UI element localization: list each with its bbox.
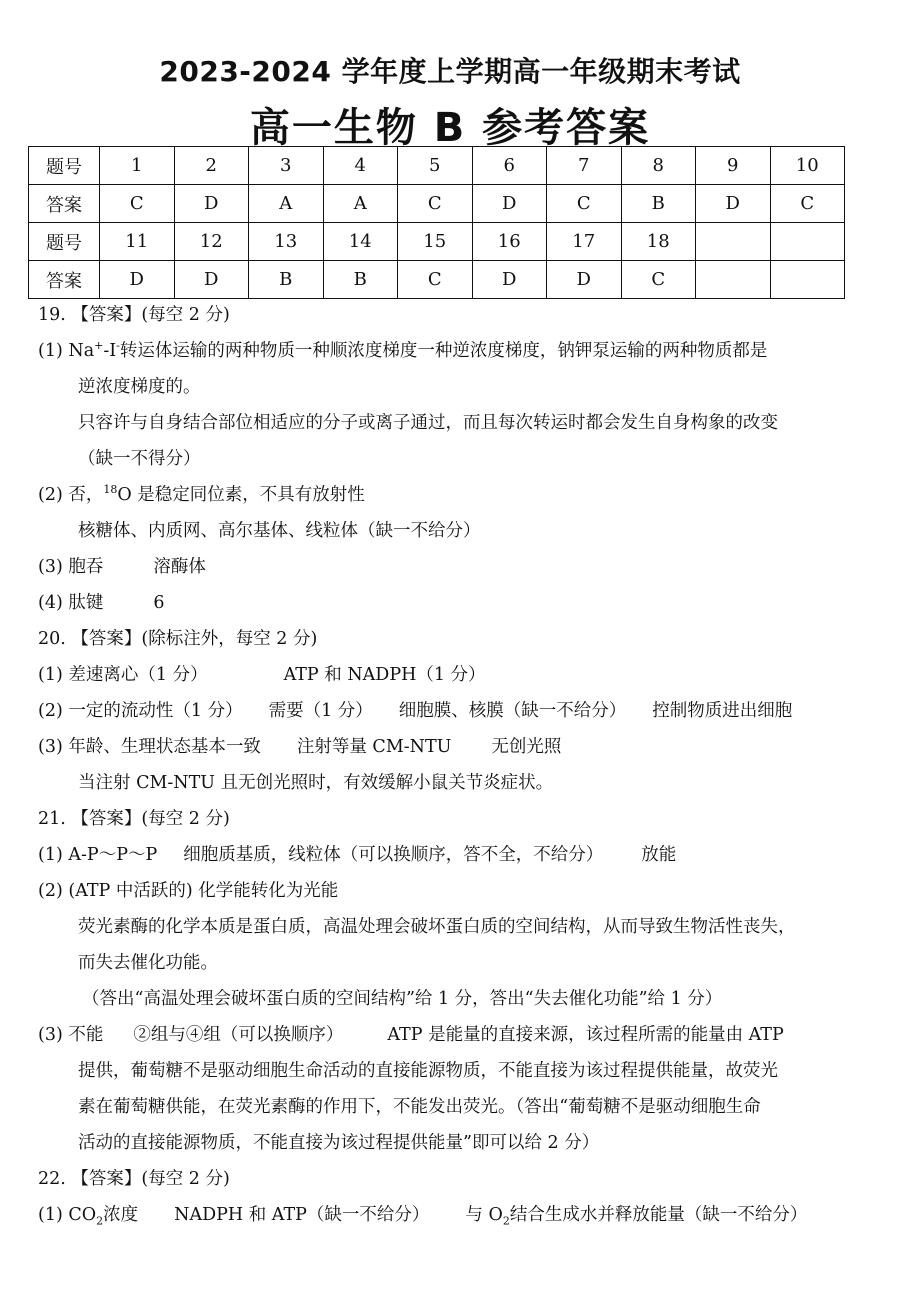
answer-key-title: 高一生物 B 参考答案	[249, 105, 651, 151]
table-cell: C	[100, 185, 175, 223]
q22-heading: 22. 【答案】(每空 2 分)	[38, 1169, 230, 1189]
table-cell: A	[323, 185, 398, 223]
q21-part3-line1	[38, 1017, 878, 1053]
answer-text: ②组与④组（可以换顺序）	[133, 1025, 344, 1045]
row-header-cell: 题号	[29, 223, 100, 261]
answer-text: 否，$^{18}$O 是稳定同位素，不具有放射性	[68, 483, 365, 505]
answer-text: ATP 和 NADPH（1 分）	[283, 665, 486, 685]
q21-part1	[38, 837, 878, 873]
q20-part3-line1	[38, 729, 878, 765]
table-cell: 7	[547, 147, 622, 185]
table-cell	[696, 261, 771, 299]
table-cell: 5	[398, 147, 473, 185]
answer-text: 需要（1 分）	[268, 701, 373, 721]
table-cell: 13	[249, 223, 324, 261]
q21-part3-line3: 素在葡萄糖供能，在荧光素酶的作用下，不能发出荧光。（答出“葡萄糖不是驱动细胞生命	[78, 1097, 761, 1117]
row-header-cell: 题号	[29, 147, 100, 185]
answer-text: 细胞膜、核膜（缺一不给分）	[398, 701, 627, 721]
q21-heading: 21. 【答案】(每空 2 分)	[38, 809, 230, 829]
part-number: (1)	[38, 1205, 63, 1225]
answer-text: 一定的流动性（1 分）	[68, 701, 243, 721]
answer-text: ATP 是能量的直接来源，该过程所需的能量由 ATP	[387, 1025, 784, 1045]
answer-text: 细胞质基质，线粒体（可以换顺序，答不全，不给分）	[183, 845, 604, 865]
exam-title: 2023-2024 学年度上学期高一年级期末考试	[159, 55, 741, 88]
table-cell: D	[100, 261, 175, 299]
answer-text: 胞吞	[68, 557, 104, 577]
answer-text: A-P～P～P	[68, 845, 158, 865]
table-cell: B	[621, 185, 696, 223]
table-cell: 15	[398, 223, 473, 261]
answer-text: 控制物质进出细胞	[652, 701, 793, 721]
answer-text: 放能	[641, 845, 677, 865]
table-cell: 17	[547, 223, 622, 261]
part-number: (2)	[38, 701, 63, 721]
q20-part2	[38, 693, 878, 729]
table-cell: D	[174, 261, 249, 299]
table-cell: 4	[323, 147, 398, 185]
q20-heading: 20. 【答案】(除标注外，每空 2 分)	[38, 629, 318, 649]
part-number: (3)	[38, 737, 63, 757]
table-cell: C	[621, 261, 696, 299]
q19-part2-line1	[38, 477, 878, 513]
q19-part1-line2: 逆浓度梯度的。	[78, 377, 201, 397]
answer-text: Na+-I-转运体运输的两种物质一种顺浓度梯度一种逆浓度梯度，钠钾泵运输的两种物质都是	[68, 339, 768, 361]
part-number: (1)	[38, 341, 63, 361]
table-cell: 8	[621, 147, 696, 185]
table-cell: 16	[472, 223, 547, 261]
answer-table	[28, 146, 845, 299]
answer-text: 无创光照	[491, 737, 562, 757]
table-cell: C	[547, 185, 622, 223]
q19-part1-note: （缺一不得分）	[78, 449, 201, 469]
row-header-cell: 答案	[29, 261, 100, 299]
q22-part1	[38, 1197, 878, 1233]
answer-text: 6	[153, 593, 165, 613]
q19-part3	[38, 549, 878, 585]
answer-text: $CO_2$浓度	[68, 1205, 139, 1228]
table-cell: 10	[770, 147, 845, 185]
table-cell: A	[249, 185, 324, 223]
q21-part2-note: （答出“高温处理会破坏蛋白质的空间结构”给 1 分，答出“失去催化功能”给 1 分）	[82, 989, 723, 1009]
table-cell: C	[398, 185, 473, 223]
q21-part3-line2: 提供，葡萄糖不是驱动细胞生命活动的直接能源物质，不能直接为该过程提供能量，故荧光	[78, 1061, 778, 1081]
q19-part1-line3: 只容许与自身结合部位相适应的分子或离子通过，而且每次转运时都会发生自身构象的改变	[78, 413, 778, 433]
table-cell: 18	[621, 223, 696, 261]
q20-part1	[38, 657, 878, 693]
answer-text: (ATP 中活跃的) 化学能转化为光能	[68, 881, 339, 901]
table-cell: 3	[249, 147, 324, 185]
table-cell: 9	[696, 147, 771, 185]
table-cell: 11	[100, 223, 175, 261]
table-cell	[770, 223, 845, 261]
row-header-cell: 答案	[29, 185, 100, 223]
table-cell	[770, 261, 845, 299]
table-cell: D	[547, 261, 622, 299]
part-number: (2)	[38, 881, 63, 901]
answer-text: 肽键	[68, 593, 104, 613]
part-number: (2)	[38, 485, 63, 505]
table-cell: 14	[323, 223, 398, 261]
table-row	[29, 223, 845, 261]
q19-part2-line2: 核糖体、内质网、高尔基体、线粒体（缺一不给分）	[78, 521, 481, 541]
table-cell: B	[323, 261, 398, 299]
answers-body	[38, 297, 878, 1233]
table-row	[29, 185, 845, 223]
table-cell: D	[174, 185, 249, 223]
answer-text: 不能	[68, 1025, 104, 1045]
q21-part3-line4: 活动的直接能源物质，不能直接为该过程提供能量”即可以给 2 分）	[78, 1133, 600, 1153]
answer-text: 与 $O_2$结合生成水并释放能量（缺一不给分）	[465, 1205, 808, 1228]
table-cell: D	[696, 185, 771, 223]
table-cell: 2	[174, 147, 249, 185]
table-cell: B	[249, 261, 324, 299]
answer-text: 注射等量 CM-NTU	[296, 737, 452, 757]
part-number: (3)	[38, 1025, 63, 1045]
q21-part2-line3: 而失去催化功能。	[78, 953, 218, 973]
q20-part3-line2: 当注射 CM-NTU 且无创光照时，有效缓解小鼠关节炎症状。	[78, 773, 554, 793]
table-cell: 6	[472, 147, 547, 185]
table-cell: D	[472, 185, 547, 223]
q21-part2-line1	[38, 873, 878, 909]
answer-text: 溶酶体	[153, 557, 206, 577]
table-cell: 12	[174, 223, 249, 261]
part-number: (4)	[38, 593, 63, 613]
table-cell	[696, 223, 771, 261]
part-number: (1)	[38, 845, 63, 865]
answer-text: 差速离心（1 分）	[68, 665, 208, 685]
q19-part1-line1	[38, 333, 878, 369]
answer-text: 年龄、生理状态基本一致	[68, 737, 261, 757]
part-number: (1)	[38, 665, 63, 685]
q19-part4	[38, 585, 878, 621]
table-cell: C	[398, 261, 473, 299]
table-cell: C	[770, 185, 845, 223]
q21-part2-line2: 荧光素酶的化学本质是蛋白质，高温处理会破坏蛋白质的空间结构，从而导致生物活性丧失，	[78, 917, 796, 937]
table-row	[29, 147, 845, 185]
table-cell: D	[472, 261, 547, 299]
table-cell: 1	[100, 147, 175, 185]
answer-text: NADPH 和 ATP（缺一不给分）	[174, 1205, 430, 1225]
table-row	[29, 261, 845, 299]
part-number: (3)	[38, 557, 63, 577]
q19-heading: 19. 【答案】(每空 2 分)	[38, 305, 230, 325]
